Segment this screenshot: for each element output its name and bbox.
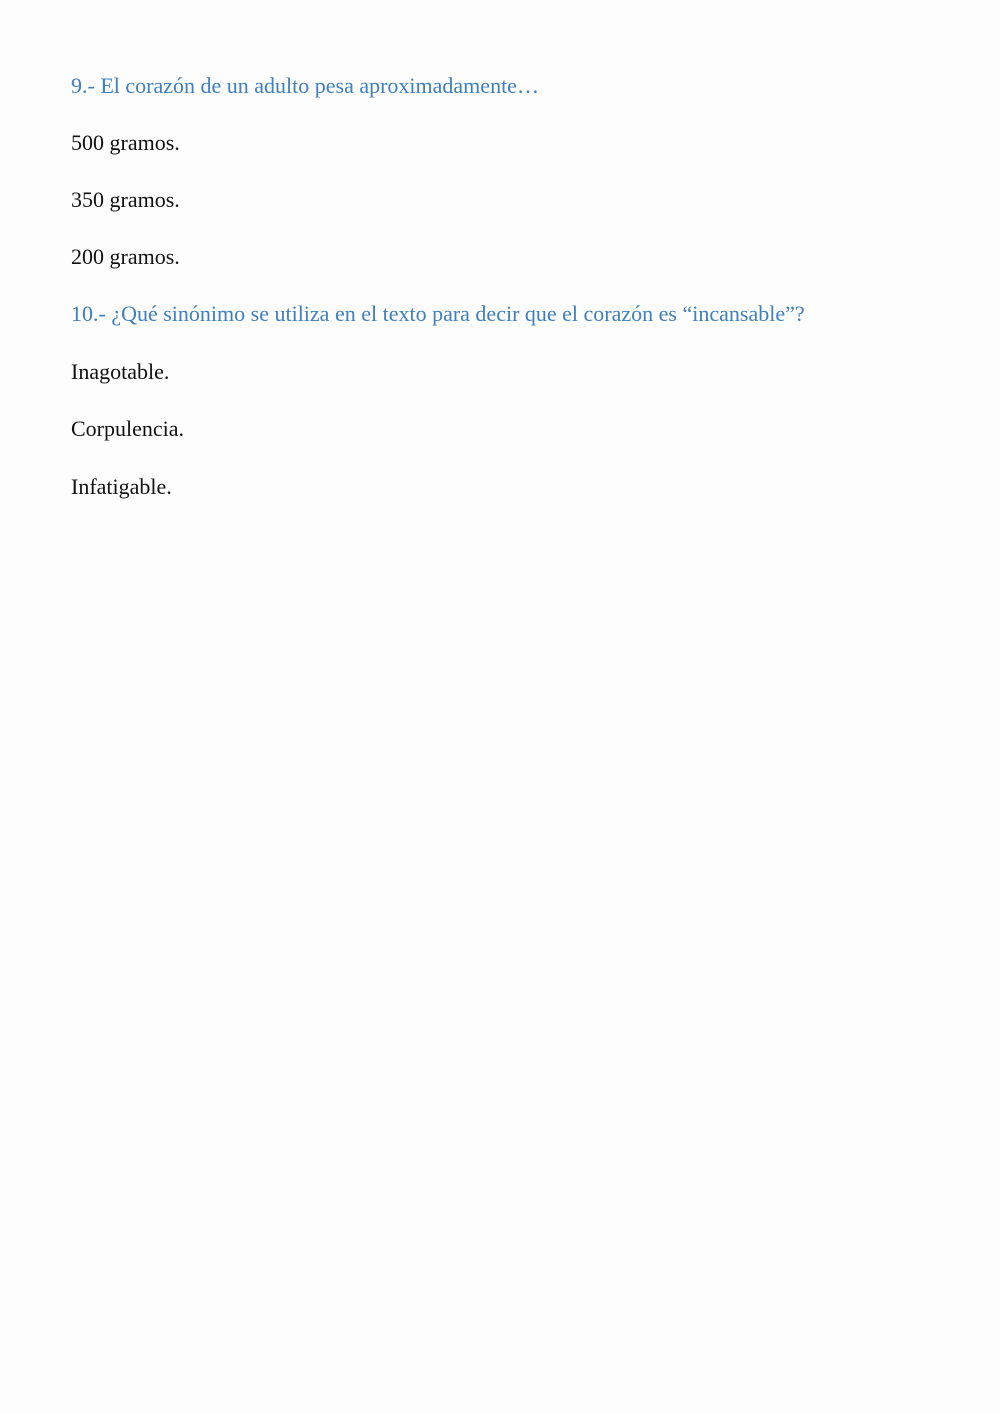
answer-option[interactable]: Corpulencia. bbox=[71, 416, 185, 441]
answer-option[interactable]: 200 gramos. bbox=[71, 244, 180, 269]
answer-option[interactable]: 500 gramos. bbox=[71, 130, 180, 155]
answer-option[interactable]: Infatigable. bbox=[71, 474, 172, 499]
question-10: 10.- ¿Qué sinónimo se utiliza en el texto para decir que el corazón es “incansable”? bbox=[71, 301, 805, 326]
question-9: 9.- El corazón de un adulto pesa aproximadamente… bbox=[71, 73, 539, 98]
answer-option[interactable]: 350 gramos. bbox=[71, 187, 180, 212]
answer-option[interactable]: Inagotable. bbox=[71, 359, 170, 384]
